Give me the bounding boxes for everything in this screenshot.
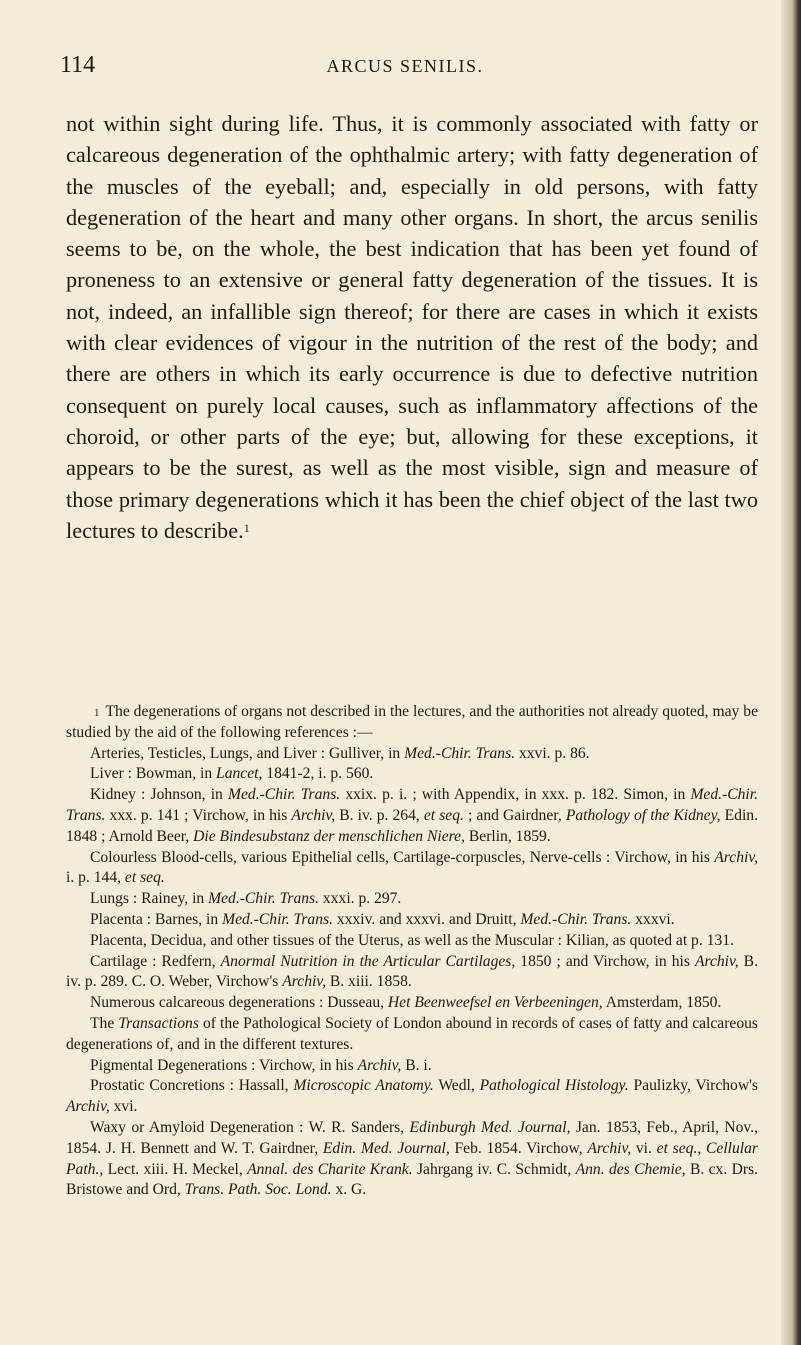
footnote-text: xvi. xyxy=(109,1098,138,1116)
footnote-text: Placenta : Barnes, in xyxy=(90,910,223,928)
footnote-text: x. G. xyxy=(331,1181,367,1199)
footnote-text: Liver : Bowman, in xyxy=(90,765,217,783)
footnote-text: B. iv. p. 264, xyxy=(335,806,424,824)
footnote-text: Feb. 1854. Virchow, xyxy=(449,1139,588,1157)
citation-title: Pathology of the Kidney, xyxy=(565,806,721,824)
citation-title: Archiv, xyxy=(282,973,326,991)
citation-title: Med.-Chir. Trans. xyxy=(222,910,333,928)
footnote-text: B. xiii. 1858. xyxy=(326,973,412,991)
footnote-text: B. iv. p. 289. C. O. Weber, Virchow's xyxy=(66,952,758,991)
footnote-text: Paulizky, Virchow's xyxy=(628,1077,758,1095)
footnote-text: Cartilage : Redfern, xyxy=(90,952,221,970)
footnote-entry xyxy=(66,993,758,1014)
footnote-intro xyxy=(66,702,758,744)
citation-title: Med.-Chir. Trans. xyxy=(228,786,341,804)
footnote-text: Numerous calcareous degenerations : Dusseau, xyxy=(90,994,388,1012)
citation-title: Lancet, xyxy=(216,765,263,783)
footnote-text: Jan. 1853, Feb., April, Nov., 1854. J. H. Bennett and W. T. Gairdner, xyxy=(66,1118,758,1157)
footnote-text: Lect. xiii. H. Meckel, xyxy=(103,1160,248,1178)
footnote-text: Colourless Blood-cells, various Epithelial cells, Cartilage-corpuscles, Nerve-cells : Virchow, in his xyxy=(90,848,715,866)
footnote-entries xyxy=(66,744,758,1202)
body-text xyxy=(66,108,758,546)
citation-title: Die Bindesubstanz der menschlichen Niere, xyxy=(193,827,465,845)
footnotes xyxy=(66,702,758,1201)
footnote-marker: 1 xyxy=(94,707,100,719)
citation-title: Med.-Chir. Trans. xyxy=(66,786,759,824)
footnote-text: Wedl, xyxy=(433,1077,480,1095)
main-paragraph xyxy=(66,108,758,546)
footnote-text: 1850 ; and Virchow, in his xyxy=(515,952,695,970)
citation-title: Med.-Chir. Trans. xyxy=(404,744,516,762)
footnote-entry xyxy=(66,1118,758,1201)
footnote-text: Lungs : Rainey, in xyxy=(90,890,209,908)
citation-title: Archiv, xyxy=(291,806,336,824)
footnote-text: 1841-2, i. p. 560. xyxy=(262,765,374,783)
footnote-entry xyxy=(66,952,758,994)
citation-title: Archiv, xyxy=(694,952,739,970)
footnote-entry xyxy=(66,848,758,890)
footnote-text: Jahrgang iv. C. Schmidt, xyxy=(412,1160,576,1178)
citation-title: Med.-Chir. Trans. xyxy=(208,890,320,908)
footnote-text: Pigmental Degenerations : Virchow, in his xyxy=(90,1056,358,1074)
page-number: 114 xyxy=(60,52,96,78)
footnote-text: B. cx. Drs. Bristowe and Ord, xyxy=(66,1160,758,1199)
page-header xyxy=(60,52,750,86)
footnote-text: xxvi. p. 86. xyxy=(515,744,590,762)
footnote-text: Waxy or Amyloid Degeneration : W. R. Sanders, xyxy=(90,1118,410,1136)
paragraph-text: not within sight during life. Thus, it is commonly associated with fatty or calcareous degeneration of the ophthalmic artery; with fatty degeneration of the muscles of the eyeball; and, especially in old persons, with fatty degeneration of the heart and many other organs. In short, the arcus senilis seems to be, on the whole, the best indication that has been yet found of proneness to an extensive or general fatty degeneration of the tissues. It is not, indeed, an infallible sign thereof; for there are cases in which it exists with clear evidences of vigour in the nutrition of the rest of the body; and there are others in which its early occurrence is due to defective nutrition consequent on purely local causes, such as inflammatory affections of the choroid, or other parts of the eye; but, allowing for these exceptions, it appears to be the surest, as well as the most visible, sign and measure of those primary degenerations which it has been the chief object of the last two lectures to describe. xyxy=(66,111,758,543)
citation-title: Archiv, xyxy=(587,1139,632,1157)
footnote-text: xxx. p. 141 ; Virchow, in his xyxy=(105,806,292,824)
citation-title: Archiv, xyxy=(714,848,758,866)
footnote-entry xyxy=(66,889,758,910)
citation-title: Het Beenweefsel en Verbeeningen, xyxy=(387,994,603,1012)
footnote-intro-text: The degenerations of organs not described in the lectures, and the authorities not already quoted, may be studied by the aid of the following references :— xyxy=(66,703,758,741)
footnote-entry xyxy=(66,1014,758,1056)
footnote-text: ; and Gairdner, xyxy=(463,806,566,824)
footnote-text: Prostatic Concretions : Hassall, xyxy=(90,1077,294,1095)
footnote-text: i. p. 144, xyxy=(66,869,125,887)
footnote-reference: 1 xyxy=(243,520,250,535)
footnote-entry xyxy=(66,785,758,847)
footnote-entry xyxy=(66,931,758,952)
citation-title: Edin. Med. Journal, xyxy=(322,1139,450,1157)
footnote-text: Arteries, Testicles, Lungs, and Liver : Gulliver, in xyxy=(90,744,405,762)
citation-title: Transactions xyxy=(118,1014,199,1032)
citation-title: Med.-Chir. Trans. xyxy=(520,910,632,928)
footnote-text: xxxiv. and xxxvi. and Druitt, xyxy=(333,910,521,928)
footnote-text: Placenta, Decidua, and other tissues of the Uterus, as well as the Muscular : Kilian, as quoted at p. 131. xyxy=(90,931,734,949)
footnote-text: xxxi. p. 297. xyxy=(319,890,402,908)
footnote-text: Edin. 1848 ; Arnold Beer, xyxy=(66,806,758,845)
citation-title: et seq. xyxy=(124,869,165,887)
footnote-text: vi. xyxy=(631,1139,657,1157)
citation-title: Annal. des Charite Krank. xyxy=(247,1160,413,1178)
running-title: ARCUS SENILIS. xyxy=(326,56,484,76)
citation-title: et seq. xyxy=(423,806,464,824)
citation-title: et seq., Cellular Path., xyxy=(66,1139,759,1178)
citation-title: Pathological Histology. xyxy=(479,1077,629,1095)
footnote-text: The xyxy=(90,1014,119,1032)
footnote-text: xxix. p. i. ; with Appendix, in xxx. p. 182. Simon, in xyxy=(340,786,691,804)
citation-title: Anormal Nutrition in the Articular Cartilages, xyxy=(220,952,516,970)
page-edge-shadow xyxy=(781,0,801,1345)
citation-title: Ann. des Chemie, xyxy=(575,1160,686,1178)
footnote-text: Kidney : Johnson, in xyxy=(90,786,228,804)
footnote-entry xyxy=(66,910,758,931)
footnote-entry xyxy=(66,744,758,765)
footnote-text: Amsterdam, 1850. xyxy=(602,994,722,1012)
citation-title: Archiv, xyxy=(66,1098,110,1116)
footnote-entry xyxy=(66,1056,758,1077)
citation-title: Archiv, xyxy=(357,1056,402,1074)
footnote-text: xxxvi. xyxy=(631,910,675,928)
footnote-entry xyxy=(66,764,758,785)
footnote-text: Berlin, 1859. xyxy=(464,827,551,845)
footnote-text: of the Pathological Society of London abound in records of cases of fatty and calcareous degenerations of, and in the different textures. xyxy=(66,1014,758,1053)
citation-title: Edinburgh Med. Journal, xyxy=(409,1118,571,1136)
citation-title: Trans. Path. Soc. Lond. xyxy=(184,1181,332,1199)
footnote-text: B. i. xyxy=(401,1056,432,1074)
citation-title: Microscopic Anatomy. xyxy=(293,1077,434,1095)
footnote-entry xyxy=(66,1076,758,1118)
